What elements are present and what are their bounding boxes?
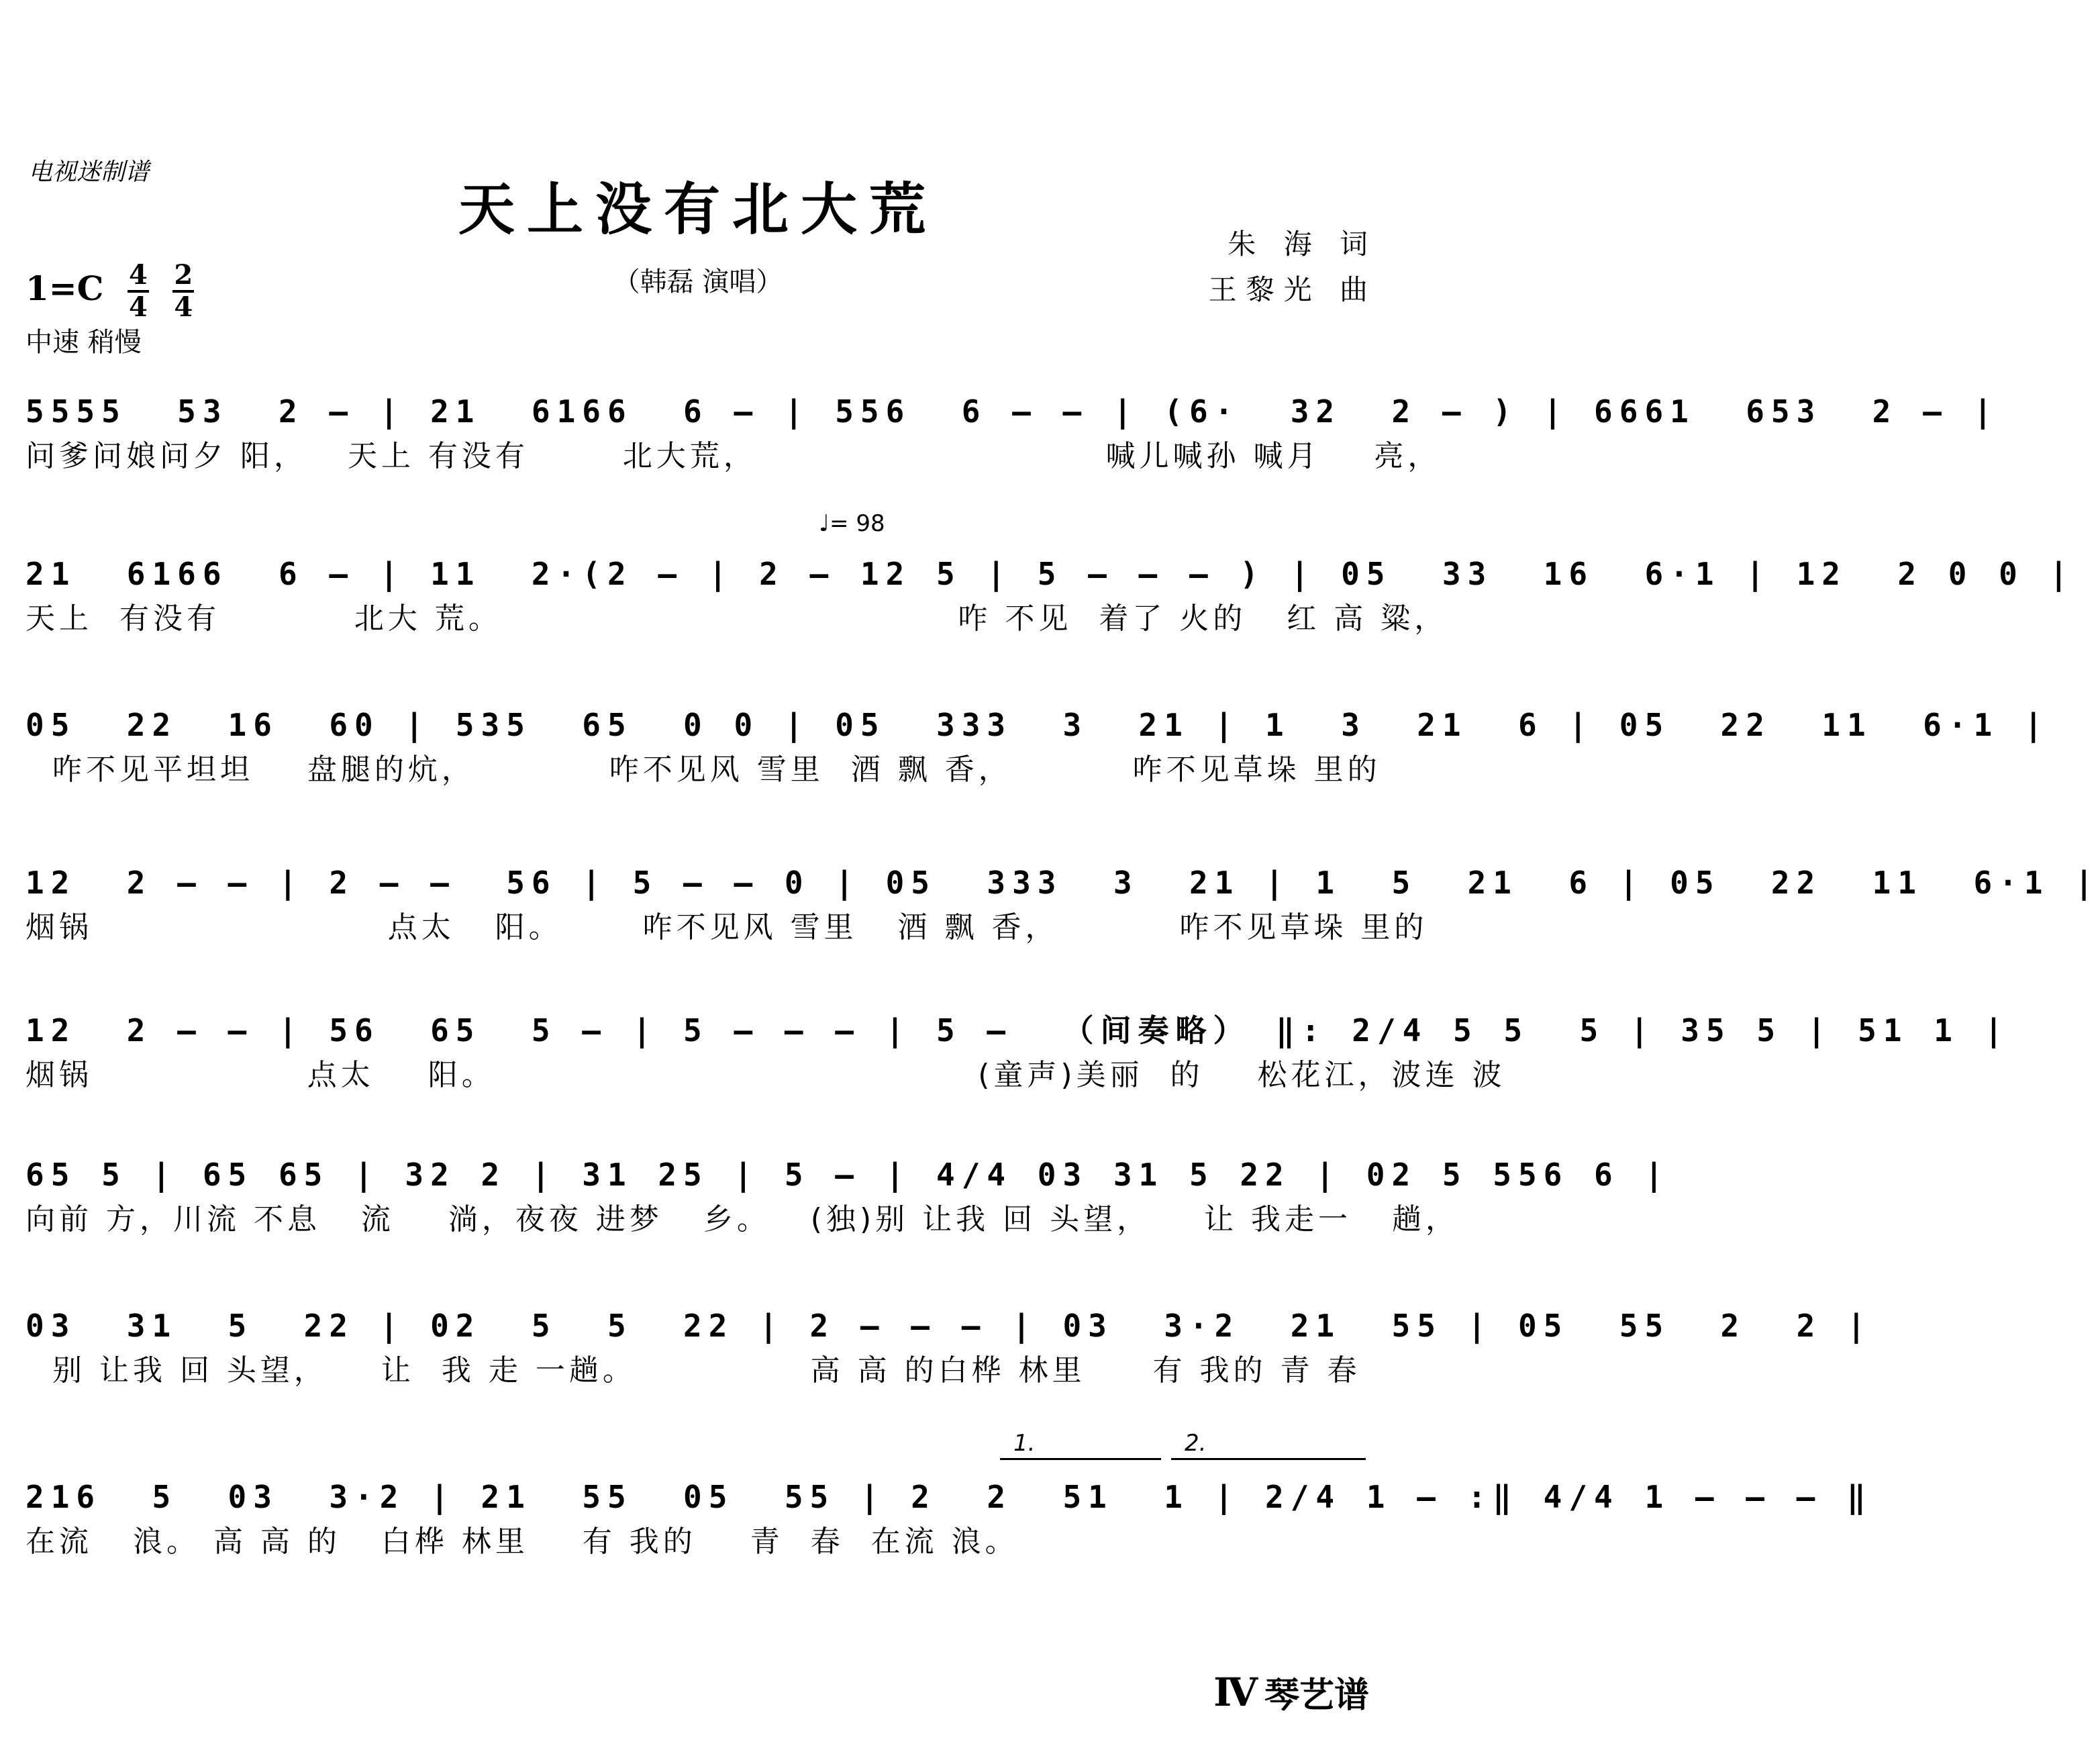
lyrics: 烟锅 点太 阳。 咋不见风 雪里 酒 飘 香， 咋不见草垛 里的 [26, 910, 1428, 944]
staff-line-6 [26, 1151, 1670, 1241]
transcriber-credit: 电视迷制谱 [28, 158, 150, 186]
staff-line-1 [26, 388, 1999, 478]
volta-bracket-1 [1000, 1458, 1161, 1460]
lyrics: 问爹问娘问夕 阳， 天上 有没有 北大荒， 喊儿喊孙 喊月 亮， [26, 439, 1442, 473]
notes: 03 31 5 22 | 02 5 5 22 | 2 – – – | 03 3·2 21 55 | 05 55 2 2 | [26, 1308, 1872, 1344]
site-logo [1213, 1667, 1369, 1717]
staff-line-4 [26, 859, 2100, 949]
staff-line-2 [26, 550, 2075, 640]
song-title: 天上没有北大荒 [458, 176, 938, 242]
notes: 21 6166 6 – | 11 2·(2 – | 2 – 12 5 | 5 – – – ) | 05 33 16 6·1 | 12 2 0 0 | [26, 556, 2075, 592]
volta-second: 2. [1185, 1430, 1207, 1457]
staff-line-3 [26, 701, 2050, 791]
staff-line-8 [26, 1473, 1872, 1563]
lyrics: 咋不见平坦坦 盘腿的炕， 咋不见风 雪里 酒 飘 香， 咋不见草垛 里的 [26, 753, 1381, 787]
lyricist: 朱 海 词 [1228, 228, 1377, 260]
lyrics: 烟锅 点太 阳。 (童声)美丽 的 松花江，波连 波 [26, 1058, 1506, 1092]
composer: 王黎光 曲 [1208, 273, 1377, 306]
singer-credit: （韩磊 演唱） [613, 267, 783, 297]
logo-text: 琴艺谱 [1264, 1676, 1369, 1716]
time-signature-1: $\frac{4}{4}$ [128, 262, 149, 321]
lyrics: 向前 方，川流 不息 流 淌，夜夜 进梦 乡。 (独)别 让我 回 头望， 让 我走一 趟， [26, 1202, 1459, 1237]
lyrics: 天上 有没有 北大 荒。 咋 不见 着了 火的 红 高 粱， [26, 601, 1448, 636]
metronome-mark: ♩= 98 [819, 510, 885, 537]
key-signature [26, 259, 194, 323]
notes: 12 2 – – | 2 – – 56 | 5 – – 0 | 05 333 3 21 | 1 5 21 6 | 05 22 11 6·1 | [26, 865, 2100, 901]
notes: 5555 53 2 – | 21 6166 6 – | 556 6 – – | (6· 32 2 – ) | 6661 653 2 – | [26, 393, 1999, 430]
notes: 216 5 03 3·2 | 21 55 05 55 | 2 2 51 1 | 2/4 1 – :‖ 4/4 1 – – – ‖ [26, 1479, 1872, 1515]
lyrics: 在流 浪。 高 高 的 白桦 林里 有 我的 青 春 在流 浪。 [26, 1524, 1019, 1559]
staff-line-7 [26, 1302, 1872, 1392]
lyrics: 别 让我 回 头望， 让 我 走 一趟。 高 高 的白桦 林里 有 我的 青 春 [26, 1353, 1361, 1388]
notes: 12 2 – – | 56 65 5 – | 5 – – – | 5 – （间奏略） ‖: 2/4 5 5 5 | 35 5 | 51 1 | [26, 1012, 2010, 1049]
staff-line-5 [26, 1007, 2010, 1097]
logo-icon: Ⅳ [1213, 1669, 1258, 1715]
tempo-marking: 中速 稍慢 [26, 327, 142, 358]
volta-bracket-2 [1171, 1458, 1366, 1460]
time-signature-2: $\frac{2}{4}$ [172, 262, 194, 321]
notes: 65 5 | 65 65 | 32 2 | 31 25 | 5 – | 4/4 03 31 5 22 | 02 5 556 6 | [26, 1157, 1670, 1193]
volta-first: 1. [1013, 1430, 1036, 1457]
author-credits [1209, 222, 1377, 313]
key-label: 1=C [26, 269, 104, 308]
notes: 05 22 16 60 | 535 65 0 0 | 05 333 3 21 | 1 3 21 6 | 05 22 11 6·1 | [26, 707, 2050, 743]
